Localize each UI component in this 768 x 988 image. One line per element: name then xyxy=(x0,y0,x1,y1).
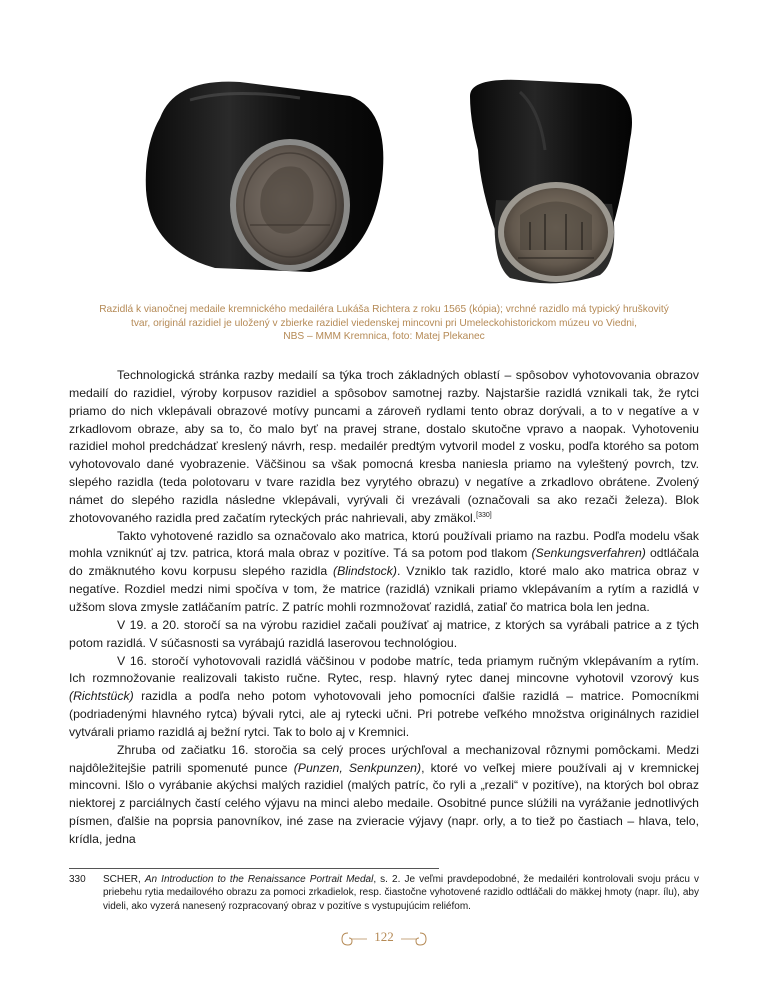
caption-line: NBS – MMM Kremnica, foto: Matej Plekanec xyxy=(283,331,485,343)
caption-line: Razidlá k vianočnej medaile kremnického medailéra Lukáša Richtera z roku 1565 (kópia); vrchné razidlo má typický hruškovitý xyxy=(99,304,669,315)
right-die xyxy=(470,80,632,284)
paragraph: Technologická stránka razby medailí sa týka troch základných oblastí – spôsobov vyhotovovania obrazov medailí do razidiel, výroby korpusov razidiel a spôsobov samotnej razby. Najstaršie razidlá vznikali tak, že rytci priamo do nich vklepávali obrazové motívy puncami a zároveň rydlami tento obraz dorývali, a to v negatíve a v zrkadlovom obraze, aby sa to, čo malo byť na pravej strane, dostalo skutočne vpravo a naopak. Vyhotoveniu razidiel mohol predchádzať kreslený návrh, resp. medailér predtým vytvoril model z vosku, podľa ktorého sa potom vyhotovovalo dané vyobrazenie. Väčšinou sa však pomocná kresba naniesla priamo na vyleštený povrch, tzv. slepého razidla (teda polotovaru v tvare razidla bez vyrytého obrazu) v negatíve a zrkadlovo obrátene. Zvolený námet do slepého razidla následne vklepávali, vyrývali či vrezávali (označovali sa ako rezači železa). Blok zhotovovaného razidla pred začatím ryteckých prác nahrievali, aby zmäkol.[330] xyxy=(69,368,699,525)
paragraph: V 19. a 20. storočí sa na výrobu razidiel začali používať aj matrice, z ktorých sa vyrábali patrice a z tých potom razidlá. V súčasnosti sa vyrábajú razidlá laserovou technológiou. xyxy=(69,617,699,650)
footnote xyxy=(69,873,699,913)
footnote-text: SCHER, An Introduction to the Renaissance Portrait Medal, s. 2. Je veľmi pravdepodobné, že medailéri kontrolovali svoju prácu v priebehu rytia medailového obrazu za pomoci zrkadielok, resp. čiastočne vyhotovené razidlo odtláčali do mäkkej hmoty (napr. ílu), aby videli, ako vyzerá nanesený rozpracovaný obraz v pozitíve s vystupujúcim reliéfom. xyxy=(103,874,699,912)
paragraph: Zhruba od začiatku 16. storočia sa celý proces urýchľoval a mechanizoval rôznymi pomôckami. Medzi najdôležitejšie patrili spomenuté punce (Punzen, Senkpunzen), ktoré vo veľkej miere používali aj v kremnickej mincovni. Išlo o vyrábanie akýchsi malých razidiel (malých patríc, čo ryli a „rezali“ v pozitíve), na ktorých bol obraz niektorej z parciálnych častí celého výjavu na minci alebo medaile. Osobitné punce slúžili na vyrážanie jednotlivých písmen, ďalšie na poprsia panovníkov, iné zase na zvieracie výjavy (napr. orly, a to tiež po častiach – hlava, telo, krídla, jedna xyxy=(69,742,700,846)
photo-two-dies-icon xyxy=(0,0,768,300)
body-text xyxy=(69,367,699,849)
caption-line: tvar, originál razidiel je uložený v zbierke razidiel viedenskej mincovni pri Umeleckohistorickom múzeu vo Viedni, xyxy=(130,317,637,329)
footnote-number: 330 xyxy=(69,874,86,885)
photo-caption xyxy=(60,303,708,344)
paragraph: Takto vyhotovené razidlo sa označovalo ako matrica, ktorú používali priamo na razbu. Podľa modelu však mohla vzniknúť aj tzv. patrica, ktorá mala obraz v pozitíve. Tá sa potom pod tlakom (Senkungsverfahren) odtláčala do zmäknutého kovu korpusu slepého razidla (Blindstock). Vzniklo tak razidlo, ktoré malo ako matrica obraz v negatíve. Rozdiel medzi nimi spočíva v tom, že matrice (razidlá) vznikali priamo vklepávaním a rytím a razidlá v užšom slova zmysle zatláčaním patríc. Z patríc mohli rozmnožovať razidlá, zatiaľ čo matrica bola len jedna. xyxy=(69,528,699,614)
footnote-reference[interactable]: [330] xyxy=(476,511,492,519)
page-number-block xyxy=(334,928,434,950)
left-die xyxy=(146,82,384,272)
paragraph: V 16. storočí vyhotovovali razidlá väčšinou v podobe matríc, teda priamym ručným vklepávaním a rytím. Ich rozmnožovanie realizovali takisto ručne. Rytec, resp. hlavný rytec danej mincovne vyhotovil vzorový kus (Richtstück) razidla a podľa neho potom vyhotovovali jeho pomocníci ďalšie razidlá – matrice. Pomocníkmi (podriadenými hlavného rytca) bývali rytci, ale aj rytecki učni. Pri potrebe veľkého množstva originálnych razidiel vytvárali priamo razidlá aj bežní rytci. Tak to bolo aj v Kremnici. xyxy=(69,653,699,739)
page-number: 122 xyxy=(374,929,394,944)
footnote-divider xyxy=(69,868,439,869)
